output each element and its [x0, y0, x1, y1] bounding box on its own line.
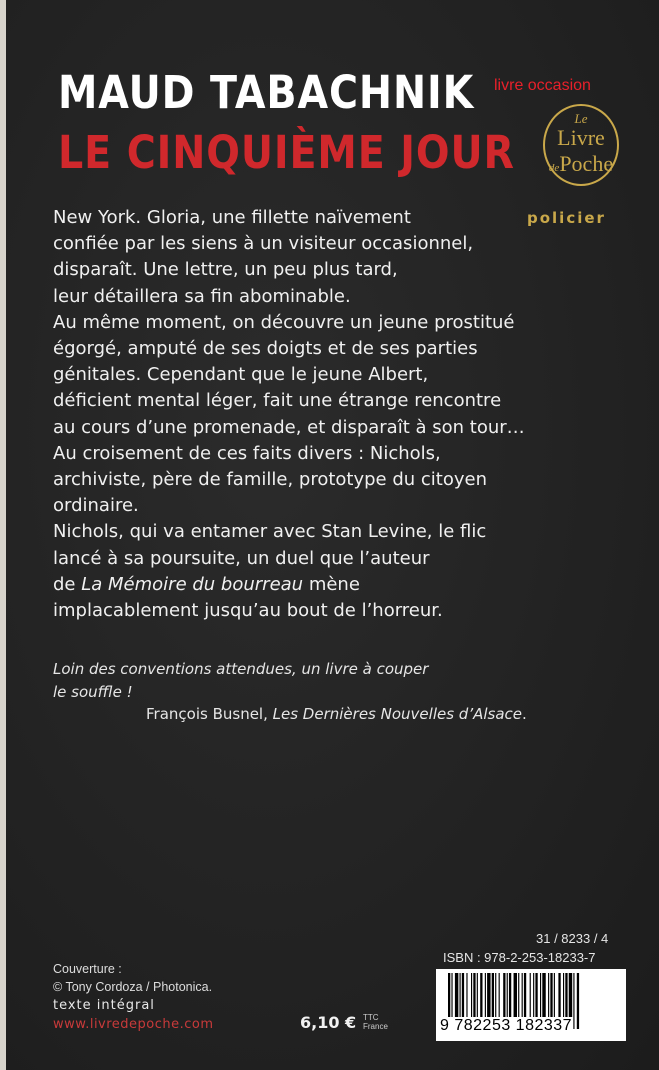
blurb-line: leur détaillera sa fin abominable.	[53, 285, 351, 307]
blurb-line: Au même moment, on découvre un jeune prostitué	[53, 311, 515, 333]
quote-period: .	[522, 705, 527, 723]
barcode-digits	[439, 1017, 623, 1035]
blurb-line: Au croisement de ces faits divers : Nichols,	[53, 442, 441, 464]
blurb-line: lancé à sa poursuite, un duel que l’auteur	[53, 547, 430, 569]
credits-label: Couverture :	[53, 962, 122, 976]
blurb-text: mène	[303, 573, 360, 595]
barcode-digits-text: 9 782253 182337	[440, 1017, 573, 1034]
logo-line-le: Le	[574, 111, 588, 126]
quote-author: François Busnel,	[146, 705, 273, 723]
quote-source	[146, 705, 527, 723]
blurb-line: archiviste, père de famille, prototype du citoyen	[53, 469, 487, 491]
back-cover	[6, 0, 659, 1070]
price-tax-note	[363, 1013, 388, 1031]
cover-credits	[53, 960, 212, 996]
barcode	[436, 969, 626, 1041]
blurb-line: confiée par les siens à un visiteur occasionnel,	[53, 233, 474, 255]
blurb-line: au cours d’une promenade, et disparaît à son tour…	[53, 416, 525, 438]
press-quote	[53, 658, 553, 704]
website-link: www.livredepoche.com	[53, 1017, 214, 1032]
blurb-line: déficient mental léger, fait une étrange rencontre	[53, 390, 502, 412]
book-title: LE CINQUIÈME JOUR	[58, 126, 515, 179]
credits-photo: © Tony Cordoza / Photonica.	[53, 980, 213, 994]
blurb-line	[53, 572, 528, 598]
catalog-number: 31 / 8233 / 4	[536, 931, 609, 946]
ttc-label: TTC	[363, 1013, 379, 1022]
blurb-line: implacablement jusqu’au bout de l’horreur.	[53, 600, 443, 622]
occasion-label: livre occasion	[494, 77, 591, 94]
quote-line: le souffle !	[53, 683, 133, 701]
genre-label: policier	[527, 209, 606, 227]
logo-line-poche	[545, 151, 617, 177]
price: 6,10 €	[300, 1013, 357, 1032]
quote-line: Loin des conventions attendues, un livre à couper	[53, 660, 429, 678]
isbn: ISBN : 978-2-253-18233-7	[443, 950, 596, 965]
blurb-line: Nichols, qui va entamer avec Stan Levine, le flic	[53, 521, 487, 543]
blurb-line: ordinaire.	[53, 495, 139, 517]
blurb	[53, 205, 528, 624]
texte-integral-label: texte intégral	[53, 998, 155, 1013]
logo-poche: Poche	[559, 151, 614, 176]
country-label: France	[363, 1022, 388, 1031]
blurb-book-reference: La Mémoire du bourreau	[81, 573, 304, 595]
blurb-line: New York. Gloria, une fillette naïvement	[53, 207, 411, 228]
quote-publication: Les Dernières Nouvelles d’Alsace	[272, 705, 522, 723]
blurb-line: génitales. Cependant que le jeune Albert,	[53, 364, 429, 386]
blurb-text: de	[53, 573, 82, 595]
logo-line-livre: Livre	[557, 125, 605, 150]
blurb-line: disparaît. Une lettre, un peu plus tard,	[53, 259, 398, 281]
author-name: MAUD TABACHNIK	[58, 66, 475, 119]
logo-de: de	[548, 162, 560, 174]
blurb-line: égorgé, amputé de ses doigts et de ses parties	[53, 338, 478, 360]
livre-de-poche-logo-icon	[543, 104, 619, 186]
